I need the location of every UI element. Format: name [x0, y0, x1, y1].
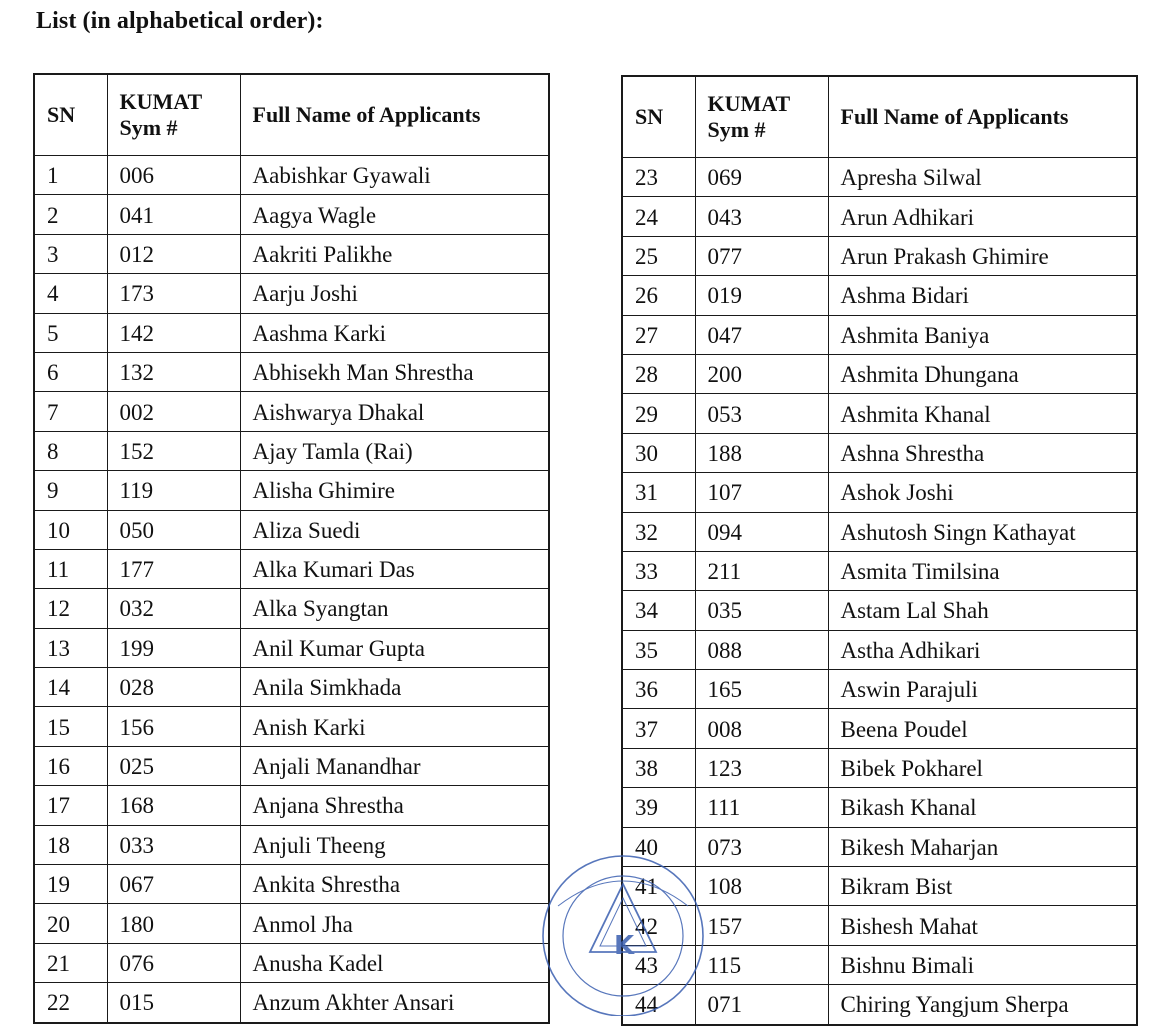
column-header-sym: Sym #	[707, 117, 766, 142]
cell-kumat-sym: 188	[695, 433, 828, 472]
table-row	[34, 786, 549, 825]
table-row	[34, 865, 549, 904]
cell-applicant-name: Ashmita Dhungana	[828, 354, 1137, 393]
cell-sn: 25	[622, 236, 695, 275]
cell-kumat-sym: 019	[695, 276, 828, 315]
column-header-sn: SN	[622, 76, 695, 158]
cell-sn: 37	[622, 709, 695, 748]
cell-applicant-name: Asmita Timilsina	[828, 551, 1137, 590]
cell-sn: 42	[622, 906, 695, 945]
table-header-row	[34, 74, 549, 156]
cell-kumat-sym: 165	[695, 670, 828, 709]
table-row	[622, 512, 1137, 551]
table-row	[622, 315, 1137, 354]
table-row	[34, 234, 549, 273]
cell-kumat-sym: 211	[695, 551, 828, 590]
cell-kumat-sym: 156	[107, 707, 240, 746]
cell-kumat-sym: 111	[695, 788, 828, 827]
table-row	[34, 943, 549, 982]
cell-kumat-sym: 050	[107, 510, 240, 549]
page-heading: List (in alphabetical order):	[36, 8, 324, 34]
column-header-full-name: Full Name of Applicants	[240, 74, 549, 156]
cell-applicant-name: Bikesh Maharjan	[828, 827, 1137, 866]
cell-sn: 16	[34, 746, 107, 785]
cell-applicant-name: Ajay Tamla (Rai)	[240, 431, 549, 470]
cell-kumat-sym: 033	[107, 825, 240, 864]
table-row	[34, 549, 549, 588]
cell-kumat-sym: 132	[107, 352, 240, 391]
cell-kumat-sym: 015	[107, 983, 240, 1023]
cell-sn: 15	[34, 707, 107, 746]
cell-kumat-sym: 006	[107, 156, 240, 195]
column-header-kumat: KUMAT	[707, 91, 791, 116]
cell-sn: 5	[34, 313, 107, 352]
cell-applicant-name: Anmol Jha	[240, 904, 549, 943]
cell-sn: 34	[622, 591, 695, 630]
cell-sn: 28	[622, 354, 695, 393]
cell-applicant-name: Bikash Khanal	[828, 788, 1137, 827]
table-row	[622, 433, 1137, 472]
cell-kumat-sym: 180	[107, 904, 240, 943]
cell-sn: 22	[34, 983, 107, 1023]
table-row	[34, 904, 549, 943]
table-row	[622, 354, 1137, 393]
table-row	[622, 945, 1137, 984]
cell-kumat-sym: 053	[695, 394, 828, 433]
column-header-kumat: KUMAT	[119, 89, 203, 114]
cell-kumat-sym: 157	[695, 906, 828, 945]
table-row	[34, 352, 549, 391]
table-row	[622, 473, 1137, 512]
cell-applicant-name: Ashma Bidari	[828, 276, 1137, 315]
column-header-kumat-sym	[695, 76, 828, 158]
cell-applicant-name: Aishwarya Dhakal	[240, 392, 549, 431]
cell-kumat-sym: 107	[695, 473, 828, 512]
cell-sn: 14	[34, 668, 107, 707]
cell-kumat-sym: 012	[107, 234, 240, 273]
cell-sn: 11	[34, 549, 107, 588]
cell-sn: 41	[622, 867, 695, 906]
cell-kumat-sym: 067	[107, 865, 240, 904]
cell-sn: 43	[622, 945, 695, 984]
table-row	[34, 668, 549, 707]
table-row	[622, 630, 1137, 669]
cell-kumat-sym: 108	[695, 867, 828, 906]
column-header-sym: Sym #	[119, 115, 178, 140]
table-row	[622, 906, 1137, 945]
cell-applicant-name: Anjali Manandhar	[240, 746, 549, 785]
applicants-list-right	[622, 158, 1137, 1025]
cell-applicant-name: Aswin Parajuli	[828, 670, 1137, 709]
cell-kumat-sym: 173	[107, 274, 240, 313]
table-row	[622, 670, 1137, 709]
cell-applicant-name: Anila Simkhada	[240, 668, 549, 707]
table-header-row	[622, 76, 1137, 158]
table-row	[622, 197, 1137, 236]
table-row	[622, 551, 1137, 590]
table-row	[34, 431, 549, 470]
table-row	[622, 591, 1137, 630]
cell-applicant-name: Bikram Bist	[828, 867, 1137, 906]
cell-kumat-sym: 028	[107, 668, 240, 707]
cell-applicant-name: Anjuli Theeng	[240, 825, 549, 864]
cell-sn: 35	[622, 630, 695, 669]
column-header-kumat-sym	[107, 74, 240, 156]
cell-kumat-sym: 025	[107, 746, 240, 785]
table-row	[622, 709, 1137, 748]
seal-monogram: K	[614, 931, 635, 961]
table-row	[622, 394, 1137, 433]
cell-sn: 39	[622, 788, 695, 827]
cell-kumat-sym: 200	[695, 354, 828, 393]
applicants-table-left	[33, 73, 550, 1024]
cell-applicant-name: Alisha Ghimire	[240, 471, 549, 510]
table-row	[622, 276, 1137, 315]
cell-applicant-name: Anjana Shrestha	[240, 786, 549, 825]
cell-sn: 31	[622, 473, 695, 512]
table-row	[34, 156, 549, 195]
cell-kumat-sym: 008	[695, 709, 828, 748]
cell-sn: 18	[34, 825, 107, 864]
cell-applicant-name: Anish Karki	[240, 707, 549, 746]
cell-kumat-sym: 077	[695, 236, 828, 275]
cell-applicant-name: Ashmita Khanal	[828, 394, 1137, 433]
table-row	[34, 628, 549, 667]
table-row	[34, 510, 549, 549]
cell-kumat-sym: 043	[695, 197, 828, 236]
cell-applicant-name: Apresha Silwal	[828, 158, 1137, 197]
cell-applicant-name: Anzum Akhter Ansari	[240, 983, 549, 1023]
table-row	[622, 748, 1137, 787]
cell-kumat-sym: 002	[107, 392, 240, 431]
cell-sn: 24	[622, 197, 695, 236]
cell-applicant-name: Aakriti Palikhe	[240, 234, 549, 273]
cell-kumat-sym: 032	[107, 589, 240, 628]
cell-applicant-name: Ankita Shrestha	[240, 865, 549, 904]
cell-applicant-name: Bibek Pokharel	[828, 748, 1137, 787]
cell-sn: 3	[34, 234, 107, 273]
cell-kumat-sym: 199	[107, 628, 240, 667]
table-row	[34, 313, 549, 352]
cell-applicant-name: Aabishkar Gyawali	[240, 156, 549, 195]
applicants-list-left	[34, 156, 549, 1023]
table-row	[34, 471, 549, 510]
cell-kumat-sym: 094	[695, 512, 828, 551]
table-row	[34, 392, 549, 431]
table-row	[622, 788, 1137, 827]
cell-sn: 4	[34, 274, 107, 313]
cell-sn: 23	[622, 158, 695, 197]
cell-kumat-sym: 177	[107, 549, 240, 588]
cell-sn: 10	[34, 510, 107, 549]
cell-sn: 32	[622, 512, 695, 551]
applicants-table-right	[621, 75, 1138, 1026]
cell-sn: 33	[622, 551, 695, 590]
cell-applicant-name: Alka Kumari Das	[240, 549, 549, 588]
cell-applicant-name: Ashna Shrestha	[828, 433, 1137, 472]
column-header-sn: SN	[34, 74, 107, 156]
cell-applicant-name: Bishnu Bimali	[828, 945, 1137, 984]
cell-applicant-name: Aashma Karki	[240, 313, 549, 352]
cell-sn: 17	[34, 786, 107, 825]
cell-sn: 27	[622, 315, 695, 354]
table-row	[34, 707, 549, 746]
cell-applicant-name: Anusha Kadel	[240, 943, 549, 982]
cell-sn: 29	[622, 394, 695, 433]
cell-sn: 26	[622, 276, 695, 315]
cell-kumat-sym: 073	[695, 827, 828, 866]
cell-applicant-name: Chiring Yangjum Sherpa	[828, 985, 1137, 1025]
cell-applicant-name: Aarju Joshi	[240, 274, 549, 313]
table-row	[34, 274, 549, 313]
cell-sn: 12	[34, 589, 107, 628]
cell-kumat-sym: 119	[107, 471, 240, 510]
table-row	[34, 589, 549, 628]
table-row	[34, 195, 549, 234]
cell-applicant-name: Astam Lal Shah	[828, 591, 1137, 630]
cell-sn: 30	[622, 433, 695, 472]
cell-kumat-sym: 035	[695, 591, 828, 630]
table-row	[622, 985, 1137, 1025]
cell-sn: 1	[34, 156, 107, 195]
cell-kumat-sym: 071	[695, 985, 828, 1025]
table-row	[622, 867, 1137, 906]
cell-applicant-name: Ashmita Baniya	[828, 315, 1137, 354]
cell-applicant-name: Aliza Suedi	[240, 510, 549, 549]
cell-sn: 40	[622, 827, 695, 866]
cell-applicant-name: Ashutosh Singn Kathayat	[828, 512, 1137, 551]
cell-applicant-name: Astha Adhikari	[828, 630, 1137, 669]
cell-sn: 7	[34, 392, 107, 431]
cell-kumat-sym: 069	[695, 158, 828, 197]
table-row	[622, 827, 1137, 866]
cell-applicant-name: Aagya Wagle	[240, 195, 549, 234]
cell-kumat-sym: 047	[695, 315, 828, 354]
cell-sn: 19	[34, 865, 107, 904]
cell-applicant-name: Alka Syangtan	[240, 589, 549, 628]
cell-applicant-name: Beena Poudel	[828, 709, 1137, 748]
table-row	[34, 746, 549, 785]
cell-kumat-sym: 152	[107, 431, 240, 470]
cell-kumat-sym: 123	[695, 748, 828, 787]
cell-applicant-name: Abhisekh Man Shrestha	[240, 352, 549, 391]
cell-sn: 13	[34, 628, 107, 667]
cell-sn: 38	[622, 748, 695, 787]
cell-applicant-name: Anil Kumar Gupta	[240, 628, 549, 667]
cell-kumat-sym: 142	[107, 313, 240, 352]
column-header-full-name: Full Name of Applicants	[828, 76, 1137, 158]
cell-sn: 6	[34, 352, 107, 391]
cell-kumat-sym: 168	[107, 786, 240, 825]
cell-applicant-name: Ashok Joshi	[828, 473, 1137, 512]
cell-applicant-name: Bishesh Mahat	[828, 906, 1137, 945]
cell-kumat-sym: 076	[107, 943, 240, 982]
cell-kumat-sym: 088	[695, 630, 828, 669]
table-row	[622, 236, 1137, 275]
cell-applicant-name: Arun Prakash Ghimire	[828, 236, 1137, 275]
cell-sn: 8	[34, 431, 107, 470]
table-row	[34, 983, 549, 1023]
cell-sn: 21	[34, 943, 107, 982]
cell-sn: 2	[34, 195, 107, 234]
table-row	[34, 825, 549, 864]
cell-applicant-name: Arun Adhikari	[828, 197, 1137, 236]
cell-sn: 20	[34, 904, 107, 943]
cell-sn: 36	[622, 670, 695, 709]
cell-sn: 44	[622, 985, 695, 1025]
cell-kumat-sym: 041	[107, 195, 240, 234]
cell-kumat-sym: 115	[695, 945, 828, 984]
table-row	[622, 158, 1137, 197]
cell-sn: 9	[34, 471, 107, 510]
